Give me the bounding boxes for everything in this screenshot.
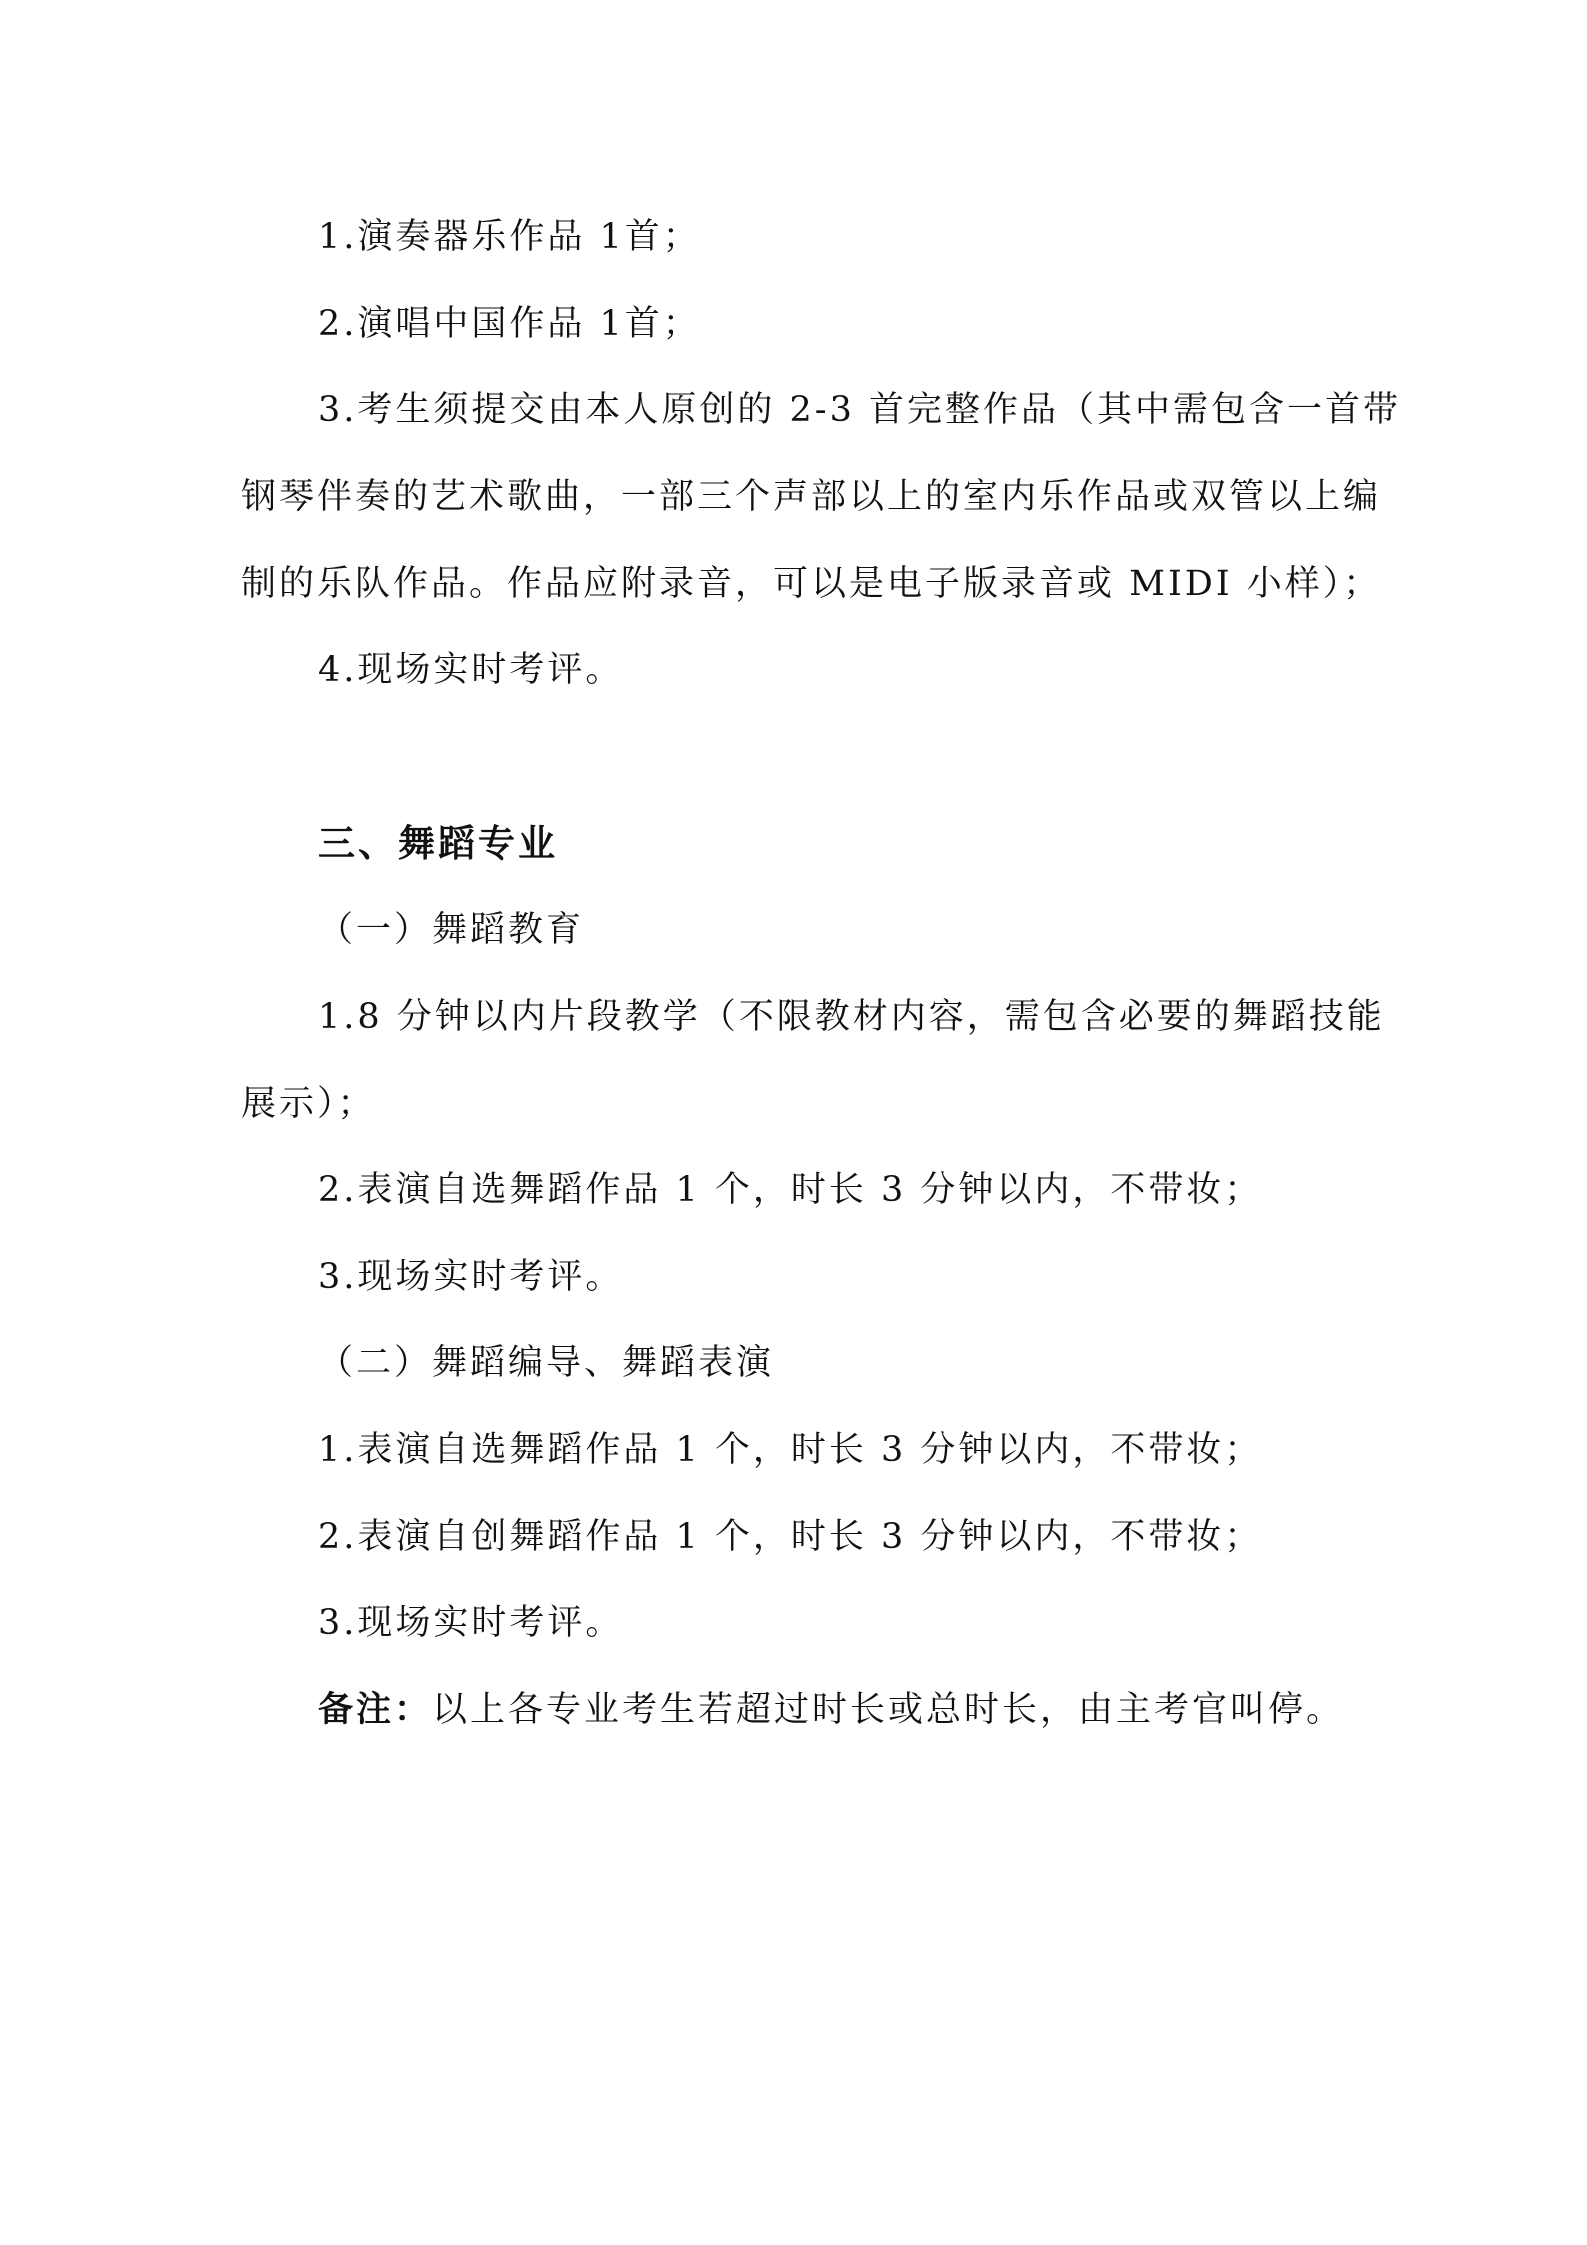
music-item-2: 2.演唱中国作品 1首； — [318, 304, 701, 344]
dance-perf-item-2: 2.表演自创舞蹈作品 1 个，时长 3 分钟以内，不带妆； — [318, 1517, 1263, 1557]
music-item-3-line-3: 制的乐队作品。作品应附录音，可以是电子版录音或 MIDI 小样）； — [241, 564, 1382, 604]
subsection-title-dance-education: （一）舞蹈教育 — [318, 910, 585, 950]
music-item-4: 4.现场实时考评。 — [318, 650, 624, 690]
dance-edu-item-3: 3.现场实时考评。 — [318, 1257, 624, 1297]
dance-edu-item-2: 2.表演自选舞蹈作品 1 个，时长 3 分钟以内，不带妆； — [318, 1170, 1263, 1210]
note-text: 以上各专业考生若超过时长或总时长，由主考官叫停。 — [432, 1690, 1345, 1730]
section-heading-dance: 三、舞蹈专业 — [318, 822, 558, 865]
dance-edu-item-1-line-2: 展示）； — [241, 1084, 376, 1124]
note-label: 备注： — [318, 1689, 433, 1730]
dance-edu-item-1-line-1: 1.8 分钟以内片段教学（不限教材内容，需包含必要的舞蹈技能 — [318, 997, 1385, 1037]
subsection-title-choreography-performance: （二）舞蹈编导、舞蹈表演 — [318, 1343, 775, 1383]
music-item-3-line-1: 3.考生须提交由本人原创的 2-3 首完整作品（其中需包含一首带 — [318, 390, 1402, 430]
music-item-3-line-2: 钢琴伴奏的艺术歌曲，一部三个声部以上的室内乐作品或双管以上编 — [241, 477, 1382, 517]
dance-perf-item-1: 1.表演自选舞蹈作品 1 个，时长 3 分钟以内，不带妆； — [318, 1430, 1263, 1470]
dance-perf-item-3: 3.现场实时考评。 — [318, 1603, 624, 1643]
music-item-1: 1.演奏器乐作品 1首； — [318, 217, 701, 257]
note-paragraph — [318, 1688, 1358, 1732]
